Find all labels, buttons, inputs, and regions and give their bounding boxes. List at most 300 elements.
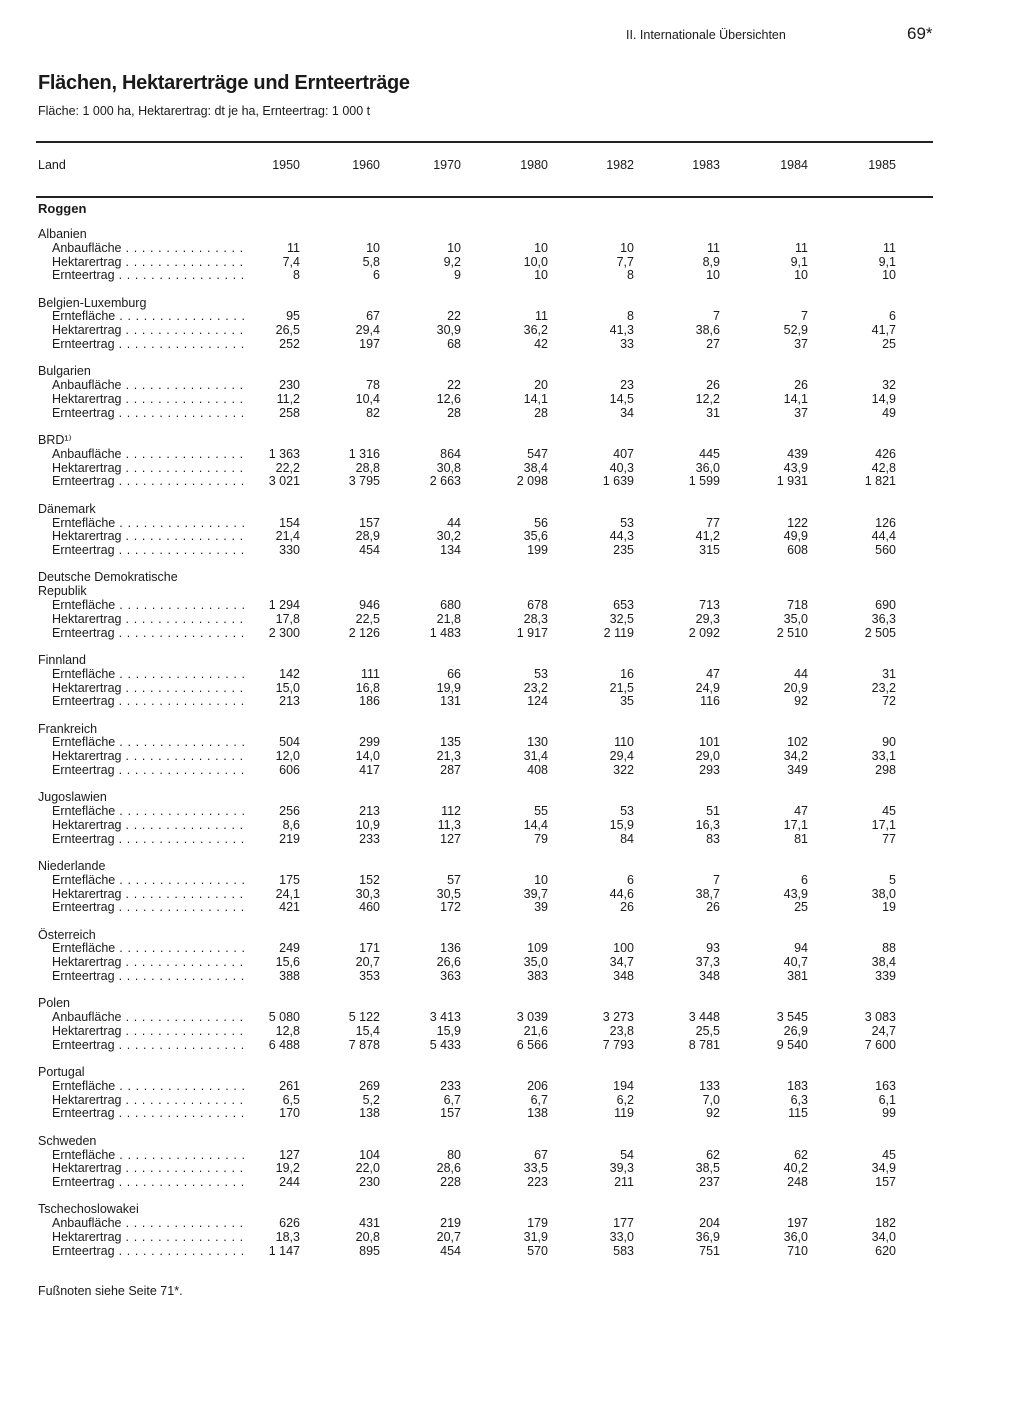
country-group [0,1135,1024,1190]
table-cell: 17,1 [783,817,808,832]
table-row [0,379,1024,393]
table-cell: 47 [706,666,720,681]
table-cell: 111 [360,666,380,681]
table-cell: 9 [454,268,461,283]
table-cell: 38,4 [871,955,896,970]
table-cell: 15,9 [609,817,634,832]
table-cell: 383 [527,969,548,984]
table-cell: 38,7 [695,886,720,901]
table-cell: 83 [706,831,720,846]
row-label: Anbaufläche . . . [52,1011,248,1025]
table-cell: 31 [882,666,896,681]
table-cell: 25,5 [695,1023,720,1038]
table-cell: 101 [699,735,720,750]
country-name: Belgien-Luxemburg [38,295,147,310]
table-cell: 1 599 [688,474,720,489]
row-label: Anbaufläche . . . [52,379,248,393]
table-cell: 84 [620,831,634,846]
country-group [0,997,1024,1052]
country-name: Albanien [38,227,87,241]
table-cell: 163 [875,1078,896,1093]
table-cell: 6 488 [268,1037,300,1052]
table-cell: 381 [787,969,808,984]
row-label: Anbaufläche . . . [52,448,248,462]
table-row [0,819,1024,833]
column-header-year: 1984 [780,158,808,172]
table-cell: 17,1 [871,817,896,832]
table-cell: 12,2 [695,391,720,406]
table-cell: 39,7 [523,886,548,901]
table-cell: 14,0 [355,749,380,764]
table-row [0,1217,1024,1231]
table-cell: 608 [787,543,808,558]
table-cell: 213 [279,694,300,709]
table-cell: 36,2 [523,323,548,338]
table-cell: 44,4 [871,529,896,544]
table-cell: 14,1 [523,391,548,406]
table-cell: 104 [359,1147,380,1162]
row-label: Erntefläche . . . [52,874,248,888]
table-cell: 34,0 [871,1230,896,1245]
row-label: Erntefläche . . . [52,805,248,819]
table-cell: 10 [534,268,548,283]
table-cell: 339 [875,969,896,984]
table-cell: 29,3 [695,611,720,626]
row-label: Anbaufläche . . . [52,242,248,256]
table-row [0,269,1024,283]
table-cell: 177 [613,1216,634,1231]
table-row [0,942,1024,956]
table-cell: 445 [699,446,720,461]
table-cell: 22 [447,309,461,324]
table-row [0,1107,1024,1121]
table-cell: 3 083 [864,1010,896,1025]
table-cell: 37 [794,405,808,420]
table-cell: 28,3 [523,611,548,626]
country-group [0,434,1024,489]
table-cell: 36,3 [871,611,896,626]
table-cell: 136 [440,941,461,956]
row-label: Erntefläche . . . [52,942,248,956]
column-header-year: 1970 [433,158,461,172]
table-cell: 26,9 [783,1023,808,1038]
table-cell: 8,9 [702,254,720,269]
table-cell: 122 [787,515,808,530]
table-row [0,407,1024,421]
section-label: Roggen [38,201,87,216]
table-cell: 28,8 [355,460,380,475]
table-cell: 68 [447,337,461,352]
table-cell: 348 [699,969,720,984]
table-cell: 92 [794,694,808,709]
table-cell: 22,5 [355,611,380,626]
table-cell: 154 [279,515,300,530]
table-cell: 40,3 [609,460,634,475]
table-cell: 80 [447,1147,461,1162]
page-subtitle: Fläche: 1 000 ha, Hektarertrag: dt je ha, Ernteertrag: 1 000 t [38,104,371,118]
table-cell: 134 [440,543,461,558]
table-cell: 49,9 [783,529,808,544]
table-cell: 8 781 [688,1037,720,1052]
table-cell: 29,4 [355,323,380,338]
table-cell: 5,2 [362,1092,380,1107]
table-cell: 24,9 [695,680,720,695]
table-cell: 22 [447,378,461,393]
country-name: Österreich [38,927,96,942]
table-cell: 7,7 [616,254,634,269]
table-cell: 29,4 [609,749,634,764]
row-label: Ernteertrag . . . [52,407,248,421]
country-group [0,365,1024,420]
table-cell: 1 294 [268,598,300,613]
table-cell: 620 [875,1243,896,1258]
country-name: Polen [38,996,70,1011]
page-title: Flächen, Hektarerträge und Ernteerträge [38,72,410,94]
table-cell: 26 [794,378,808,393]
table-cell: 6 [627,872,634,887]
table-row [0,956,1024,970]
table-cell: 36,0 [695,460,720,475]
table-cell: 33,5 [523,1161,548,1176]
table-cell: 138 [527,1106,548,1121]
table-cell: 33,1 [871,749,896,764]
table-cell: 38,0 [871,886,896,901]
column-header-year: 1985 [868,158,896,172]
table-cell: 17,8 [275,611,300,626]
column-header-year: 1983 [692,158,720,172]
table-cell: 30,2 [436,529,461,544]
table-cell: 10,0 [523,254,548,269]
table-cell: 3 413 [429,1010,461,1025]
table-cell: 6 [889,309,896,324]
data-table [0,228,1024,1272]
country-group [0,723,1024,778]
table-cell: 100 [613,941,634,956]
table-cell: 256 [279,804,300,819]
table-row [0,517,1024,531]
table-cell: 77 [882,831,896,846]
table-cell: 10,4 [355,391,380,406]
table-row [0,682,1024,696]
table-row [0,695,1024,709]
table-cell: 25 [882,337,896,352]
table-cell: 34,2 [783,749,808,764]
table-cell: 175 [279,872,300,887]
table-cell: 119 [614,1106,634,1121]
table-row [0,256,1024,270]
table-cell: 228 [440,1175,461,1190]
row-label: Hektarertrag . . . [52,324,248,338]
table-cell: 38,5 [695,1161,720,1176]
table-cell: 36,0 [783,1230,808,1245]
table-cell: 26 [706,378,720,393]
table-row [0,530,1024,544]
table-cell: 21,4 [275,529,300,544]
table-cell: 90 [882,735,896,750]
table-cell: 11,2 [276,391,300,406]
row-label: Hektarertrag . . . [52,750,248,764]
table-row [0,1080,1024,1094]
table-cell: 170 [279,1106,300,1121]
row-label: Hektarertrag . . . [52,956,248,970]
table-cell: 194 [613,1078,634,1093]
table-cell: 353 [359,969,380,984]
table-cell: 3 448 [688,1010,720,1025]
row-label: Erntefläche . . . [52,310,248,324]
row-label: Ernteertrag . . . [52,338,248,352]
table-cell: 2 510 [776,625,808,640]
table-cell: 171 [359,941,380,956]
row-label: Ernteertrag . . . [52,1245,248,1259]
table-cell: 6,3 [790,1092,808,1107]
table-cell: 127 [279,1147,300,1162]
table-cell: 33 [620,337,634,352]
table-cell: 15,4 [355,1023,380,1038]
country-name: Portugal [38,1065,85,1080]
table-cell: 864 [440,446,461,461]
row-label: Hektarertrag . . . [52,530,248,544]
table-cell: 230 [359,1175,380,1190]
table-cell: 293 [699,763,720,777]
table-row [0,448,1024,462]
table-cell: 78 [366,378,380,393]
table-cell: 135 [440,735,461,750]
table-row [0,805,1024,819]
table-cell: 39 [534,900,548,915]
table-cell: 8 [293,268,300,283]
table-cell: 24,7 [871,1023,896,1038]
table-cell: 18,3 [275,1230,300,1245]
table-cell: 66 [447,666,461,681]
table-cell: 15,9 [436,1023,461,1038]
table-cell: 454 [440,1243,461,1258]
row-label: Ernteertrag . . . [52,1039,248,1053]
table-cell: 131 [440,694,461,709]
table-row [0,475,1024,489]
column-header-year: 1980 [520,158,548,172]
country-group [0,929,1024,984]
table-cell: 186 [359,694,380,709]
table-row [0,750,1024,764]
table-row [0,324,1024,338]
table-cell: 233 [359,831,380,846]
table-cell: 152 [359,872,380,887]
country-group [0,1203,1024,1258]
table-cell: 35,6 [523,529,548,544]
table-cell: 67 [366,309,380,324]
table-cell: 237 [699,1175,720,1190]
row-label: Hektarertrag . . . [52,393,248,407]
table-cell: 52,9 [783,323,808,338]
table-cell: 53 [620,804,634,819]
table-cell: 713 [699,598,720,613]
country-name-continued: Republik [38,584,87,599]
table-row [0,1149,1024,1163]
table-cell: 126 [875,515,896,530]
table-cell: 680 [440,598,461,613]
table-cell: 12,0 [275,749,300,764]
table-cell: 20,7 [436,1230,461,1245]
table-cell: 249 [279,941,300,956]
table-cell: 26,5 [275,323,300,338]
table-cell: 11 [707,240,720,255]
table-cell: 1 821 [864,474,896,489]
table-cell: 583 [613,1243,634,1258]
table-cell: 204 [699,1216,720,1231]
table-cell: 10 [534,240,548,255]
table-cell: 34,9 [871,1161,896,1176]
page-number: 69* [907,24,933,43]
table-cell: 56 [534,515,548,530]
table-cell: 1 147 [268,1243,300,1258]
table-row [0,1245,1024,1259]
table-cell: 49 [882,405,896,420]
table-row [0,833,1024,847]
table-cell: 29,0 [695,749,720,764]
row-label: Hektarertrag . . . [52,613,248,627]
table-cell: 315 [699,543,720,558]
table-cell: 895 [359,1243,380,1258]
table-cell: 31 [706,405,720,420]
table-row [0,1094,1024,1108]
table-cell: 19,2 [275,1161,300,1176]
table-cell: 426 [875,446,896,461]
table-cell: 26,6 [436,955,461,970]
country-group [0,791,1024,846]
table-cell: 95 [286,309,300,324]
table-cell: 40,7 [783,955,808,970]
table-cell: 79 [534,831,548,846]
table-cell: 10 [882,268,896,283]
table-cell: 197 [787,1216,808,1231]
table-cell: 30,3 [355,886,380,901]
table-row [0,668,1024,682]
table-cell: 112 [441,804,461,819]
table-row [0,613,1024,627]
footnote: Fußnoten siehe Seite 71*. [38,1284,183,1298]
table-cell: 6,7 [443,1092,461,1107]
table-cell: 8,6 [282,817,300,832]
table-cell: 6,1 [878,1092,896,1107]
table-cell: 183 [787,1078,808,1093]
table-cell: 57 [447,872,461,887]
table-cell: 258 [279,405,300,420]
table-row [0,1039,1024,1053]
table-cell: 124 [527,694,548,709]
table-cell: 88 [882,941,896,956]
row-label: Hektarertrag . . . [52,256,248,270]
table-cell: 14,4 [523,817,548,832]
row-label: Hektarertrag . . . [52,1025,248,1039]
table-cell: 653 [613,598,634,613]
table-cell: 82 [366,405,380,420]
table-cell: 261 [279,1078,300,1093]
table-cell: 30,5 [436,886,461,901]
table-cell: 1 483 [429,625,461,640]
table-cell: 43,9 [783,886,808,901]
table-cell: 690 [875,598,896,613]
table-cell: 182 [875,1216,896,1231]
row-label: Hektarertrag . . . [52,1231,248,1245]
table-cell: 269 [359,1078,380,1093]
table-cell: 41,2 [695,529,720,544]
table-cell: 38,4 [523,460,548,475]
table-cell: 133 [699,1078,720,1093]
table-cell: 9,2 [443,254,461,269]
country-group [0,228,1024,283]
row-label: Ernteertrag . . . [52,627,248,641]
table-cell: 1 316 [348,446,380,461]
table-cell: 127 [440,831,461,846]
table-cell: 710 [787,1243,808,1258]
table-row [0,1162,1024,1176]
table-cell: 77 [706,515,720,530]
running-header: II. Internationale Übersichten [626,28,786,42]
table-cell: 417 [359,763,380,777]
table-cell: 2 098 [516,474,548,489]
table-row [0,242,1024,256]
table-cell: 14,9 [871,391,896,406]
row-label: Ernteertrag . . . [52,475,248,489]
table-cell: 51 [706,804,720,819]
table-cell: 3 039 [516,1010,548,1025]
table-cell: 30,8 [436,460,461,475]
table-cell: 102 [787,735,808,750]
table-cell: 223 [527,1175,548,1190]
table-cell: 11 [795,240,808,255]
table-cell: 110 [614,735,634,750]
table-cell: 45 [882,1147,896,1162]
table-cell: 6,7 [530,1092,548,1107]
table-cell: 3 795 [348,474,380,489]
country-group [0,1066,1024,1121]
table-cell: 16,8 [355,680,380,695]
table-cell: 626 [279,1216,300,1231]
row-label: Ernteertrag . . . [52,1176,248,1190]
table-cell: 460 [359,900,380,915]
table-cell: 5 080 [268,1010,300,1025]
table-cell: 22,2 [275,460,300,475]
table-cell: 233 [440,1078,461,1093]
table-cell: 115 [788,1106,808,1121]
table-cell: 109 [527,941,548,956]
table-cell: 1 917 [516,625,548,640]
table-cell: 35,0 [523,955,548,970]
table-cell: 206 [527,1078,548,1093]
table-cell: 35 [620,694,634,709]
table-cell: 33,0 [609,1230,634,1245]
country-name: BRD¹⁾ [38,433,72,448]
table-cell: 7 [713,872,720,887]
table-cell: 44 [794,666,808,681]
table-cell: 28 [447,405,461,420]
table-cell: 7 793 [602,1037,634,1052]
table-cell: 99 [882,1106,896,1121]
table-cell: 26 [620,900,634,915]
table-cell: 8 [627,268,634,283]
table-cell: 213 [359,804,380,819]
table-cell: 23 [620,378,634,393]
table-cell: 44,3 [609,529,634,544]
table-cell: 27 [706,337,720,352]
table-cell: 248 [787,1175,808,1190]
table-cell: 3 021 [268,474,300,489]
table-cell: 14,1 [783,391,808,406]
table-cell: 7 [801,309,808,324]
table-cell: 431 [359,1216,380,1231]
table-row [0,1025,1024,1039]
table-cell: 560 [875,543,896,558]
